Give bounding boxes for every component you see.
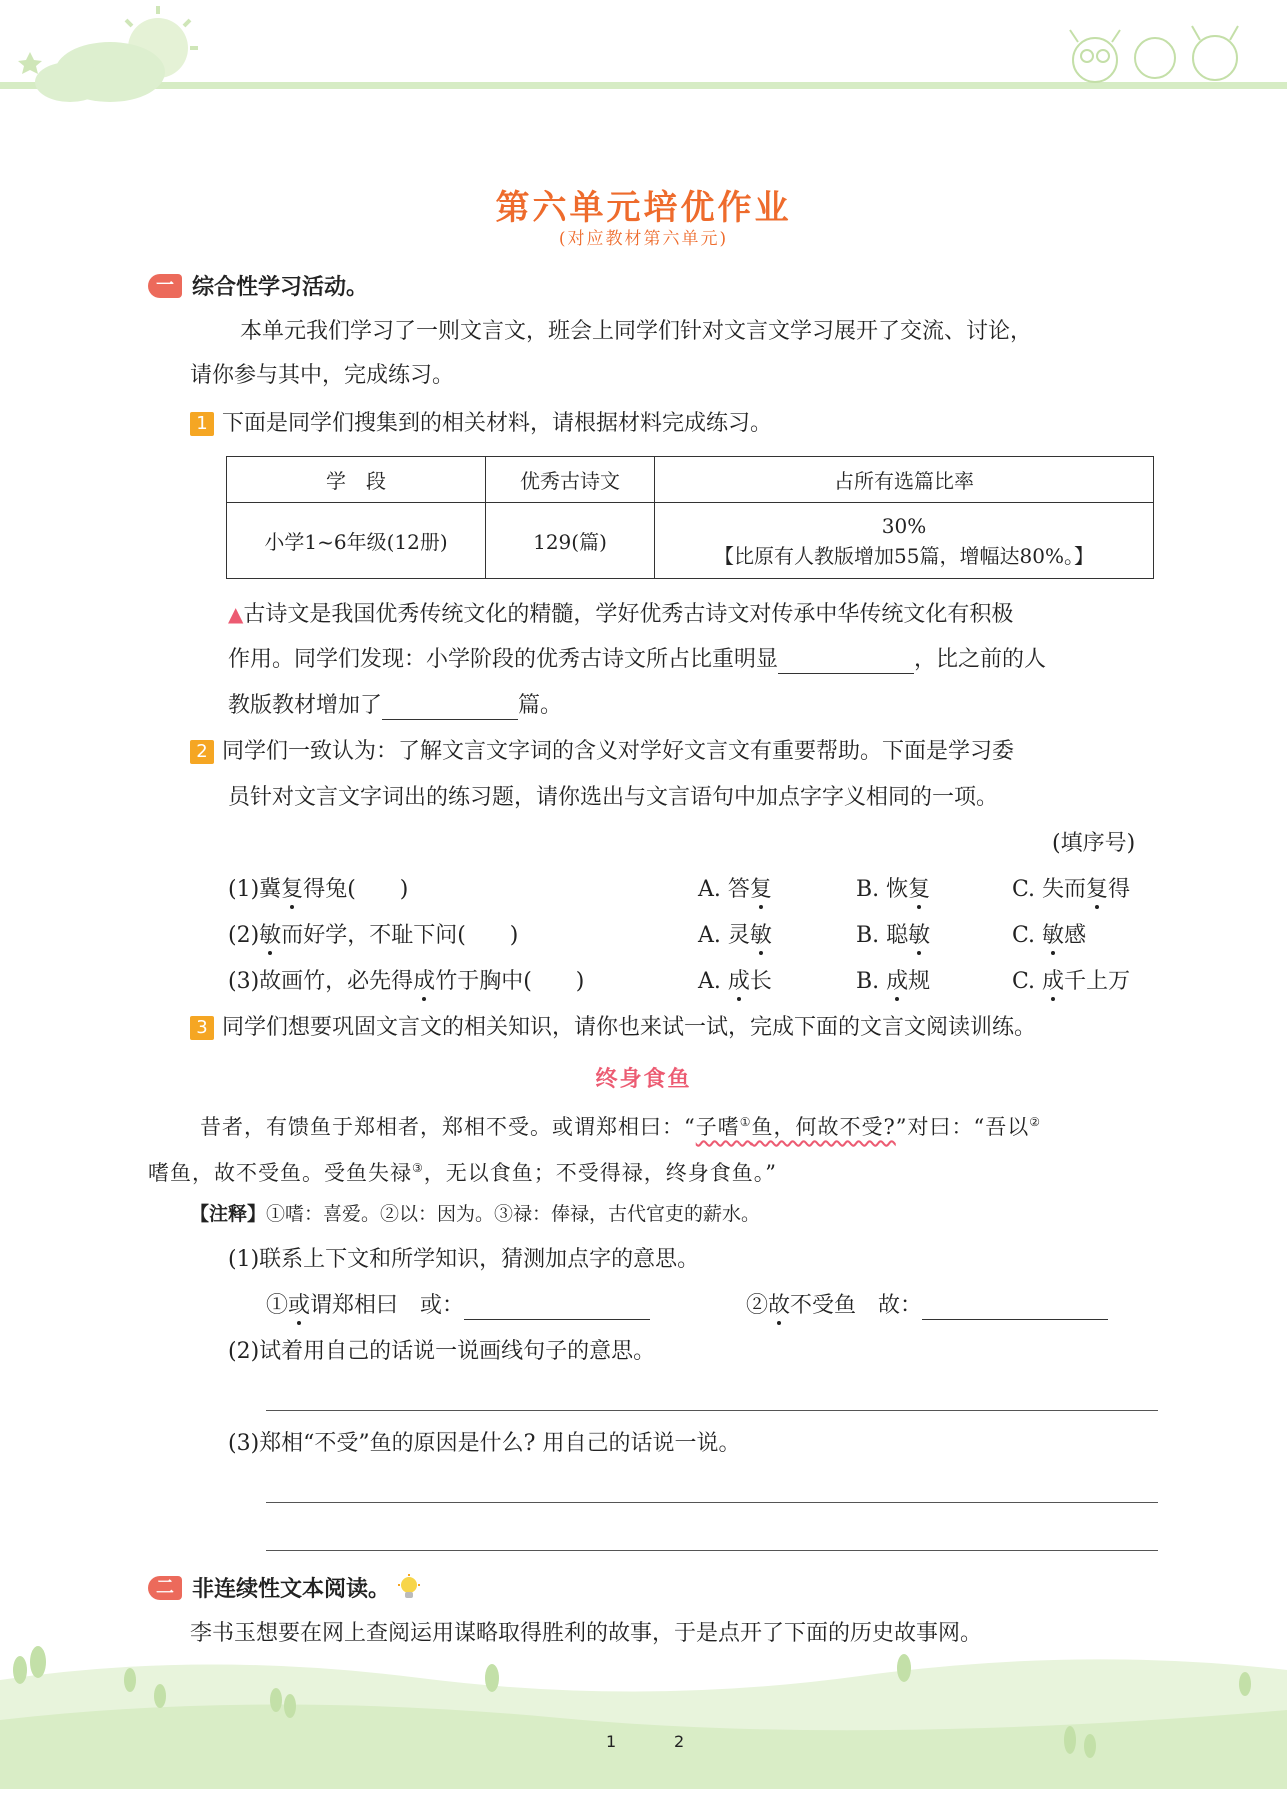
section-badge-1: 一	[148, 274, 182, 298]
dotted-char: 故	[768, 1293, 791, 1318]
underlined-sentence	[696, 1115, 896, 1139]
table-cell-grade: 小学1~6年级(12册)	[227, 503, 486, 579]
q2-item-2-option-c[interactable]	[1012, 922, 1086, 950]
question-3-number: 3	[190, 1016, 214, 1040]
q2-item-3-option-c[interactable]	[1012, 968, 1130, 996]
lightbulb-icon	[396, 1574, 422, 1602]
q2-item-2-option-b[interactable]	[856, 922, 930, 950]
sub-item-text: 不受鱼 故：	[790, 1293, 923, 1318]
option-text: C.	[1012, 923, 1043, 948]
option-text: 千上万	[1064, 969, 1131, 994]
page-number-right: 2	[674, 1732, 685, 1751]
q1-statement-line-3	[228, 692, 562, 720]
table-header-row	[227, 457, 1154, 503]
dotted-char: 敏	[259, 923, 282, 948]
question-2-number: 2	[190, 740, 214, 764]
q2-item-text: 得兔( )	[303, 877, 409, 902]
answer-line-3[interactable]	[266, 1550, 1158, 1551]
q2-item-text: (3)故画竹，必先得	[228, 969, 414, 994]
footnote-mark: ③	[412, 1161, 424, 1175]
q2-item-text: (2)	[228, 923, 260, 948]
dotted-char: 成	[413, 969, 436, 994]
q2-item-3-option-b[interactable]	[856, 968, 930, 996]
header-decoration	[0, 0, 1287, 110]
option-text: B.	[856, 969, 887, 994]
sub-item-text: ①	[266, 1293, 289, 1318]
intro-line-1: 本单元我们学习了一则文言文，班会上同学们针对文言文学习展开了交流、讨论，	[240, 319, 1033, 344]
data-table	[226, 456, 1154, 579]
option-text: 长	[749, 969, 772, 994]
answer-blank-1[interactable]	[778, 651, 914, 674]
q1-statement-text-3b: 篇。	[518, 693, 563, 718]
question-1-number: 1	[190, 412, 214, 436]
page-subtitle: (对应教材第六单元)	[558, 229, 729, 249]
option-text: 规	[908, 969, 931, 994]
option-text: 感	[1064, 923, 1087, 948]
section-heading-1	[148, 270, 368, 301]
q1-statement-text-2a: 作用。同学们发现：小学阶段的优秀古诗文所占比重明显	[228, 647, 779, 672]
q1-statement-text-1: 古诗文是我国优秀传统文化的精髓，学好优秀古诗文对传承中华传统文化有积极	[243, 602, 1014, 627]
table-cell-ratio-value: 30%	[881, 513, 927, 538]
intro-line-2: 请你参与其中，完成练习。	[190, 363, 455, 388]
table-header-cell: 学 段	[227, 457, 486, 503]
q1-statement-line-1	[228, 600, 1013, 629]
footnote-mark: ①	[739, 1115, 752, 1129]
passage-text: ，无以食鱼；不受得禄，终身食鱼。”	[423, 1161, 777, 1185]
q2-item-1-option-c[interactable]	[1012, 876, 1130, 904]
page-number-left: 1	[606, 1732, 617, 1751]
q1-statement-line-2	[228, 646, 1046, 674]
passage-text: 昔者，有馈鱼于郑相者，郑相不受。或谓郑相曰：“	[200, 1115, 696, 1139]
dotted-char: 或	[288, 1293, 311, 1318]
option-text: C. 失而	[1012, 877, 1087, 902]
sub-question-3: (3)郑相“不受”鱼的原因是什么? 用自己的话说一说。	[228, 1431, 741, 1456]
sub-question-2: (2)试着用自己的话说一说画线句子的意思。	[228, 1339, 656, 1364]
option-text: A. 灵	[698, 923, 750, 948]
section-title-1: 综合性学习活动。	[192, 275, 369, 300]
q2-item-2	[228, 922, 518, 950]
q1-statement-text-2b: ，比之前的人	[914, 647, 1047, 672]
option-text: C.	[1012, 969, 1043, 994]
option-text: 得	[1108, 877, 1131, 902]
sub-question-1b	[746, 1292, 1108, 1320]
dotted-char: 复	[281, 877, 304, 902]
table-header-cell: 优秀古诗文	[486, 457, 655, 503]
q2-item-3	[228, 968, 584, 996]
question-1	[190, 410, 772, 438]
answer-blank-4[interactable]	[922, 1297, 1108, 1320]
footnote-mark: ②	[1029, 1115, 1042, 1129]
header-banner-icon	[0, 0, 1287, 110]
option-text: A.	[698, 969, 728, 994]
dotted-char: 成	[886, 969, 909, 994]
dotted-char: 复	[908, 877, 931, 902]
answer-blank-3[interactable]	[464, 1297, 650, 1320]
sub-item-text: 谓郑相曰 或：	[310, 1293, 465, 1318]
dotted-char: 敏	[1042, 923, 1065, 948]
question-2-text-1: 同学们一致认为：了解文言文字词的含义对学好文言文有重要帮助。下面是学习委	[222, 739, 1015, 764]
q2-item-3-option-a[interactable]	[698, 968, 772, 996]
answer-line-1[interactable]	[266, 1410, 1158, 1411]
q2-item-2-option-a[interactable]	[698, 922, 772, 950]
question-2-line-2: 员针对文言文字词出的练习题，请你选出与文言语句中加点字字义相同的一项。	[228, 785, 999, 810]
q2-item-1-option-b[interactable]	[856, 876, 930, 904]
table-row	[227, 503, 1154, 579]
question-2-note: (填序号)	[1052, 831, 1136, 856]
dotted-char: 复	[1086, 877, 1109, 902]
option-text: B. 恢	[856, 877, 909, 902]
passage-title: 终身食鱼	[595, 1067, 692, 1092]
passage-text: ”对曰：“吾以	[895, 1115, 1030, 1139]
sub-question-1a	[266, 1292, 650, 1320]
dotted-char: 复	[749, 877, 772, 902]
table-header-cell: 占所有选篇比率	[655, 457, 1154, 503]
answer-line-2[interactable]	[266, 1502, 1158, 1503]
question-1-text: 下面是同学们搜集到的相关材料，请根据材料完成练习。	[222, 411, 773, 436]
passage-text: 鱼，何故不受?	[751, 1115, 896, 1139]
option-text: A. 答	[698, 877, 750, 902]
sub-question-1: (1)联系上下文和所学知识，猜测加点字的意思。	[228, 1247, 700, 1272]
answer-blank-2[interactable]	[382, 697, 518, 720]
question-2-line-1	[190, 738, 1014, 766]
footer-decoration	[0, 1640, 1287, 1789]
notes-label: 【注释】	[190, 1203, 267, 1225]
q2-item-1	[228, 876, 408, 904]
table-cell-ratio-note: 【比原有人教版增加55篇，增幅达80%。】	[714, 543, 1094, 568]
page-title: 第六单元培优作业	[495, 188, 792, 228]
q2-item-text: (1)冀	[228, 877, 282, 902]
q1-statement-text-3a: 教版教材增加了	[228, 693, 383, 718]
table-cell-count: 129(篇)	[486, 503, 655, 579]
passage-text: 嗜鱼，故不受鱼。受鱼失禄	[148, 1161, 412, 1185]
q2-item-text: 竹于胸中( )	[435, 969, 585, 994]
footer-hills-icon	[0, 1640, 1287, 1789]
section-heading-2	[148, 1572, 422, 1603]
sub-item-text: ②	[746, 1293, 769, 1318]
dotted-char: 敏	[908, 923, 931, 948]
section-badge-2: 二	[148, 1576, 182, 1600]
section-2-text: 李书玉想要在网上查阅运用谋略取得胜利的故事，于是点开了下面的历史故事网。	[190, 1621, 983, 1646]
table-cell-ratio	[655, 503, 1154, 579]
dotted-char: 成	[1042, 969, 1065, 994]
passage-notes	[190, 1200, 760, 1228]
q2-item-1-option-a[interactable]	[698, 876, 772, 904]
dotted-char: 敏	[749, 923, 772, 948]
passage-text: 子嗜	[695, 1115, 740, 1139]
question-3-text: 同学们想要巩固文言文的相关知识，请你也来试一试，完成下面的文言文阅读训练。	[222, 1015, 1037, 1040]
option-text: B. 聪	[856, 923, 909, 948]
question-3	[190, 1014, 1036, 1042]
passage-line-2	[148, 1154, 777, 1187]
triangle-marker-icon: ▲	[228, 602, 244, 626]
dotted-char: 成	[727, 969, 750, 994]
passage-line-1	[200, 1108, 1041, 1141]
section-title-2: 非连续性文本阅读。	[192, 1577, 391, 1602]
notes-text: ①嗜：喜爱。②以：因为。③禄：俸禄，古代官吏的薪水。	[266, 1203, 761, 1225]
q2-item-text: 而好学，不耻下问( )	[281, 923, 519, 948]
